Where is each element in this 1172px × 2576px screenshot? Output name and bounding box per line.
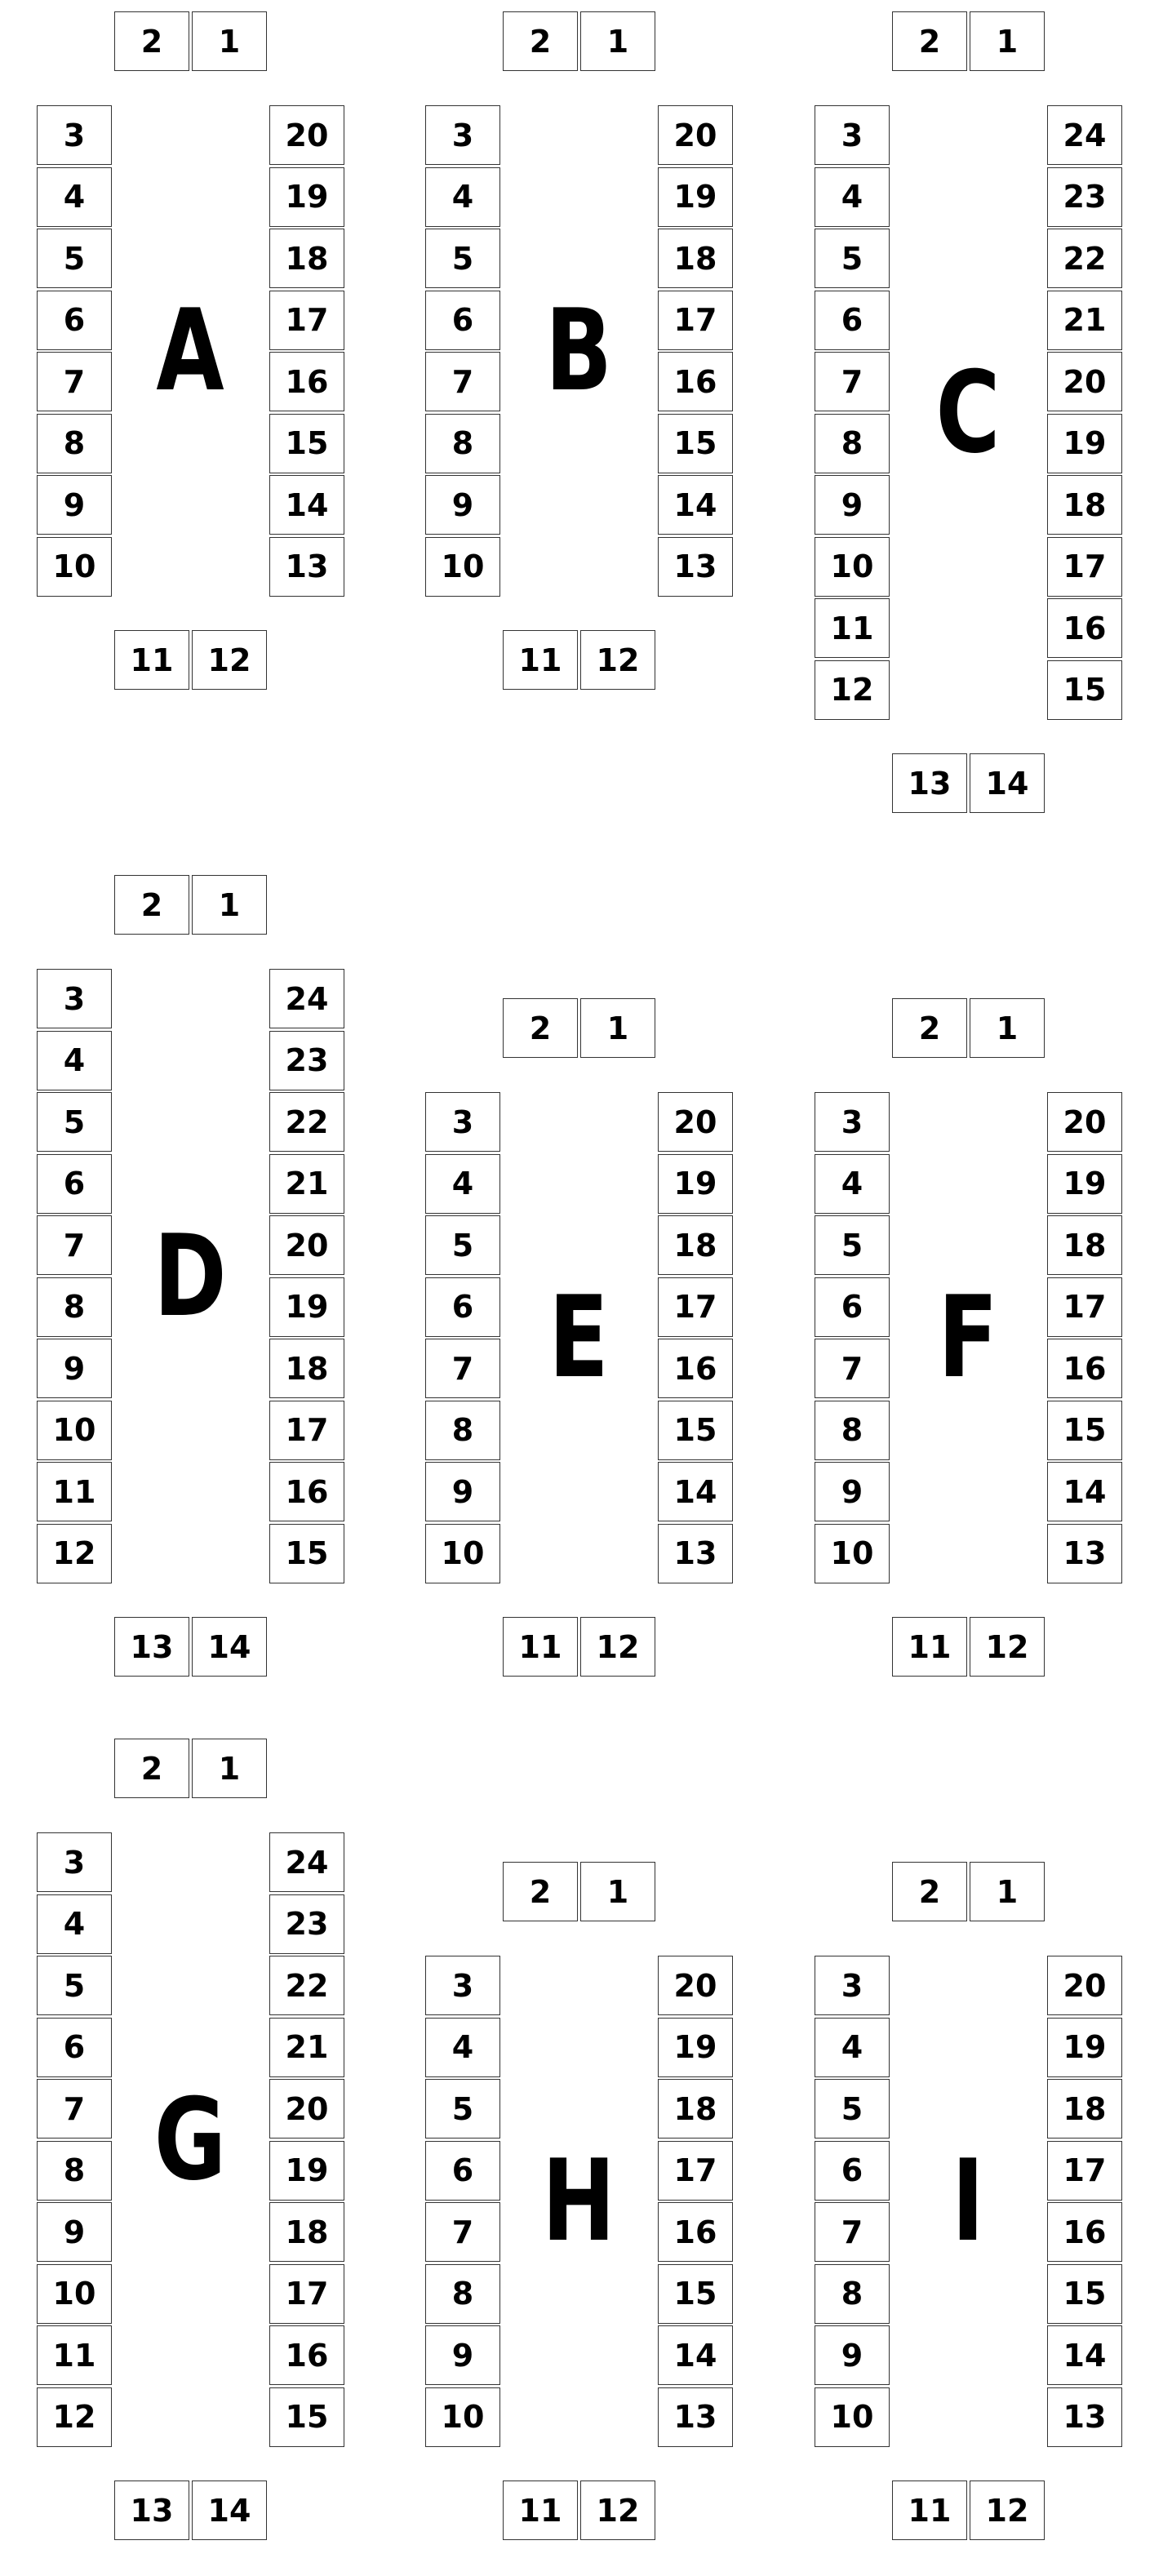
group-h-right-seat: 19	[658, 2018, 733, 2077]
group-g-right-seat: 18	[269, 2202, 344, 2262]
group-g-label: G	[153, 2073, 227, 2205]
group-e-top-seat: 1	[580, 998, 655, 1058]
group-f-left-seat: 8	[815, 1401, 890, 1460]
group-h-right-seat: 20	[658, 1956, 733, 2015]
group-i-left-seat: 4	[815, 2018, 890, 2077]
group-f-left-seat: 3	[815, 1092, 890, 1152]
group-c-left-seat: 6	[815, 291, 890, 350]
group-g-left-seat: 11	[37, 2325, 112, 2385]
group-b-right-seat: 18	[658, 229, 733, 288]
group-e-label: E	[548, 1272, 609, 1403]
group-f-left-seat: 5	[815, 1215, 890, 1275]
group-b-left-seat: 4	[425, 167, 500, 227]
group-f-bottom-seat: 11	[892, 1617, 967, 1677]
group-g-left-seat: 5	[37, 1956, 112, 2015]
group-i-bottom-seat: 12	[970, 2481, 1045, 2540]
group-g-left-seat: 4	[37, 1894, 112, 1954]
group-c-right-seat: 16	[1047, 598, 1122, 658]
group-f-right-seat: 18	[1047, 1215, 1122, 1275]
group-e-left-seat: 4	[425, 1154, 500, 1214]
group-f-label: F	[938, 1272, 998, 1403]
group-i-right-seat: 18	[1047, 2079, 1122, 2139]
group-g-left-seat: 6	[37, 2018, 112, 2077]
group-d-left-seat: 6	[37, 1154, 112, 1214]
group-e-bottom-seat: 11	[503, 1617, 578, 1677]
group-e-left-seat: 3	[425, 1092, 500, 1152]
group-d-right-seat: 22	[269, 1092, 344, 1152]
group-a-right-seat: 18	[269, 229, 344, 288]
group-f-bottom-seat: 12	[970, 1617, 1045, 1677]
group-i-left-seat: 3	[815, 1956, 890, 2015]
group-d-right-seat: 18	[269, 1339, 344, 1398]
group-i-left-seat: 10	[815, 2387, 890, 2447]
group-i-bottom-seat: 11	[892, 2481, 967, 2540]
group-c-left-seat: 5	[815, 229, 890, 288]
group-h-left-seat: 8	[425, 2264, 500, 2324]
group-d-top-seat: 2	[114, 875, 189, 935]
group-h-right-seat: 15	[658, 2264, 733, 2324]
group-g-top-seat: 2	[114, 1739, 189, 1798]
group-e-right-seat: 13	[658, 1524, 733, 1583]
group-b-left-seat: 3	[425, 105, 500, 165]
group-h-right-seat: 14	[658, 2325, 733, 2385]
group-h-left-seat: 4	[425, 2018, 500, 2077]
group-g-right-seat: 20	[269, 2079, 344, 2139]
group-c-left-seat: 12	[815, 660, 890, 720]
group-d-right-seat: 21	[269, 1154, 344, 1214]
group-d-left-seat: 7	[37, 1215, 112, 1275]
group-a-bottom-seat: 11	[114, 630, 189, 690]
group-f-top-seat: 1	[970, 998, 1045, 1058]
group-f-right-seat: 14	[1047, 1462, 1122, 1521]
group-f-left-seat: 6	[815, 1277, 890, 1337]
group-i-left-seat: 9	[815, 2325, 890, 2385]
group-a-right-seat: 19	[269, 167, 344, 227]
group-g-right-seat: 15	[269, 2387, 344, 2447]
group-h-top-seat: 2	[503, 1862, 578, 1921]
group-g-right-seat: 19	[269, 2141, 344, 2201]
group-d-left-seat: 9	[37, 1339, 112, 1398]
group-f-right-seat: 19	[1047, 1154, 1122, 1214]
group-c-bottom-seat: 14	[970, 753, 1045, 813]
group-h-right-seat: 18	[658, 2079, 733, 2139]
group-d-left-seat: 5	[37, 1092, 112, 1152]
group-d-right-seat: 17	[269, 1401, 344, 1460]
group-g-left-seat: 10	[37, 2264, 112, 2324]
group-c-top-seat: 1	[970, 11, 1045, 71]
group-b-right-seat: 19	[658, 167, 733, 227]
group-g-left-seat: 7	[37, 2079, 112, 2139]
group-e-right-seat: 14	[658, 1462, 733, 1521]
group-d-left-seat: 4	[37, 1031, 112, 1090]
group-e-left-seat: 9	[425, 1462, 500, 1521]
group-c-right-seat: 21	[1047, 291, 1122, 350]
group-a-right-seat: 14	[269, 475, 344, 535]
group-h-left-seat: 5	[425, 2079, 500, 2139]
group-b-bottom-seat: 11	[503, 630, 578, 690]
group-a-left-seat: 5	[37, 229, 112, 288]
group-g-left-seat: 9	[37, 2202, 112, 2262]
group-g-bottom-seat: 14	[192, 2481, 267, 2540]
group-c-label: C	[935, 346, 1001, 478]
group-a-right-seat: 16	[269, 352, 344, 411]
group-c-top-seat: 2	[892, 11, 967, 71]
group-e-right-seat: 17	[658, 1277, 733, 1337]
group-f-top-seat: 2	[892, 998, 967, 1058]
group-a-right-seat: 20	[269, 105, 344, 165]
group-h-left-seat: 6	[425, 2141, 500, 2201]
group-g-right-seat: 23	[269, 1894, 344, 1954]
group-b-right-seat: 13	[658, 537, 733, 597]
group-a-left-seat: 4	[37, 167, 112, 227]
group-f-right-seat: 17	[1047, 1277, 1122, 1337]
group-b-right-seat: 16	[658, 352, 733, 411]
group-a-bottom-seat: 12	[192, 630, 267, 690]
group-b-bottom-seat: 12	[580, 630, 655, 690]
group-d-left-seat: 3	[37, 969, 112, 1028]
group-e-right-seat: 19	[658, 1154, 733, 1214]
group-h-right-seat: 17	[658, 2141, 733, 2201]
group-i-left-seat: 6	[815, 2141, 890, 2201]
group-c-right-seat: 19	[1047, 414, 1122, 473]
group-a-left-seat: 7	[37, 352, 112, 411]
group-i-right-seat: 20	[1047, 1956, 1122, 2015]
group-d-right-seat: 23	[269, 1031, 344, 1090]
group-b-left-seat: 10	[425, 537, 500, 597]
group-i-right-seat: 13	[1047, 2387, 1122, 2447]
group-i-right-seat: 14	[1047, 2325, 1122, 2385]
group-c-right-seat: 22	[1047, 229, 1122, 288]
group-e-right-seat: 15	[658, 1401, 733, 1460]
group-c-left-seat: 4	[815, 167, 890, 227]
group-c-left-seat: 8	[815, 414, 890, 473]
group-a-right-seat: 17	[269, 291, 344, 350]
group-d-left-seat: 10	[37, 1401, 112, 1460]
group-c-right-seat: 24	[1047, 105, 1122, 165]
group-f-right-seat: 15	[1047, 1401, 1122, 1460]
group-h-top-seat: 1	[580, 1862, 655, 1921]
group-c-left-seat: 3	[815, 105, 890, 165]
group-d-bottom-seat: 14	[192, 1617, 267, 1677]
group-d-right-seat: 20	[269, 1215, 344, 1275]
group-g-right-seat: 24	[269, 1832, 344, 1892]
group-e-left-seat: 10	[425, 1524, 500, 1583]
group-g-right-seat: 17	[269, 2264, 344, 2324]
group-e-bottom-seat: 12	[580, 1617, 655, 1677]
group-i-top-seat: 1	[970, 1862, 1045, 1921]
group-d-right-seat: 16	[269, 1462, 344, 1521]
group-a-left-seat: 9	[37, 475, 112, 535]
group-e-left-seat: 5	[425, 1215, 500, 1275]
group-a-top-seat: 1	[192, 11, 267, 71]
group-d-right-seat: 19	[269, 1277, 344, 1337]
group-f-right-seat: 16	[1047, 1339, 1122, 1398]
group-i-left-seat: 8	[815, 2264, 890, 2324]
group-c-left-seat: 10	[815, 537, 890, 597]
group-h-bottom-seat: 12	[580, 2481, 655, 2540]
group-f-right-seat: 13	[1047, 1524, 1122, 1583]
group-b-left-seat: 6	[425, 291, 500, 350]
group-h-label: H	[541, 2135, 616, 2267]
group-f-left-seat: 9	[815, 1462, 890, 1521]
group-b-left-seat: 5	[425, 229, 500, 288]
group-i-label: I	[951, 2135, 985, 2267]
group-e-right-seat: 16	[658, 1339, 733, 1398]
group-i-right-seat: 15	[1047, 2264, 1122, 2324]
group-d-right-seat: 15	[269, 1524, 344, 1583]
group-c-left-seat: 11	[815, 598, 890, 658]
group-b-right-seat: 20	[658, 105, 733, 165]
group-f-left-seat: 4	[815, 1154, 890, 1214]
group-c-right-seat: 18	[1047, 475, 1122, 535]
group-e-left-seat: 8	[425, 1401, 500, 1460]
group-d-bottom-seat: 13	[114, 1617, 189, 1677]
group-b-right-seat: 14	[658, 475, 733, 535]
group-a-right-seat: 13	[269, 537, 344, 597]
group-b-top-seat: 1	[580, 11, 655, 71]
group-a-top-seat: 2	[114, 11, 189, 71]
group-h-right-seat: 16	[658, 2202, 733, 2262]
group-a-left-seat: 3	[37, 105, 112, 165]
group-a-left-seat: 8	[37, 414, 112, 473]
group-a-label: A	[156, 285, 224, 416]
group-g-right-seat: 16	[269, 2325, 344, 2385]
group-d-left-seat: 8	[37, 1277, 112, 1337]
group-c-right-seat: 15	[1047, 660, 1122, 720]
group-a-right-seat: 15	[269, 414, 344, 473]
group-b-right-seat: 17	[658, 291, 733, 350]
group-g-left-seat: 12	[37, 2387, 112, 2447]
group-c-bottom-seat: 13	[892, 753, 967, 813]
group-g-left-seat: 8	[37, 2141, 112, 2201]
group-b-label: B	[544, 285, 613, 416]
group-i-right-seat: 16	[1047, 2202, 1122, 2262]
group-b-left-seat: 7	[425, 352, 500, 411]
group-b-left-seat: 8	[425, 414, 500, 473]
group-c-right-seat: 17	[1047, 537, 1122, 597]
group-g-bottom-seat: 13	[114, 2481, 189, 2540]
group-f-left-seat: 7	[815, 1339, 890, 1398]
group-i-left-seat: 5	[815, 2079, 890, 2139]
group-e-left-seat: 7	[425, 1339, 500, 1398]
group-h-left-seat: 3	[425, 1956, 500, 2015]
group-h-bottom-seat: 11	[503, 2481, 578, 2540]
group-g-right-seat: 22	[269, 1956, 344, 2015]
group-d-top-seat: 1	[192, 875, 267, 935]
group-c-right-seat: 20	[1047, 352, 1122, 411]
group-d-left-seat: 11	[37, 1462, 112, 1521]
group-h-left-seat: 7	[425, 2202, 500, 2262]
group-i-right-seat: 19	[1047, 2018, 1122, 2077]
group-g-left-seat: 3	[37, 1832, 112, 1892]
group-i-left-seat: 7	[815, 2202, 890, 2262]
group-i-top-seat: 2	[892, 1862, 967, 1921]
group-b-right-seat: 15	[658, 414, 733, 473]
group-e-left-seat: 6	[425, 1277, 500, 1337]
group-g-top-seat: 1	[192, 1739, 267, 1798]
group-d-label: D	[153, 1210, 227, 1342]
group-h-right-seat: 13	[658, 2387, 733, 2447]
group-g-right-seat: 21	[269, 2018, 344, 2077]
group-e-right-seat: 20	[658, 1092, 733, 1152]
group-b-top-seat: 2	[503, 11, 578, 71]
group-a-left-seat: 10	[37, 537, 112, 597]
group-a-left-seat: 6	[37, 291, 112, 350]
group-c-right-seat: 23	[1047, 167, 1122, 227]
group-f-right-seat: 20	[1047, 1092, 1122, 1152]
group-b-left-seat: 9	[425, 475, 500, 535]
group-h-left-seat: 10	[425, 2387, 500, 2447]
group-e-right-seat: 18	[658, 1215, 733, 1275]
group-c-left-seat: 7	[815, 352, 890, 411]
group-h-left-seat: 9	[425, 2325, 500, 2385]
group-c-left-seat: 9	[815, 475, 890, 535]
group-f-left-seat: 10	[815, 1524, 890, 1583]
group-i-right-seat: 17	[1047, 2141, 1122, 2201]
group-d-right-seat: 24	[269, 969, 344, 1028]
group-d-left-seat: 12	[37, 1524, 112, 1583]
group-e-top-seat: 2	[503, 998, 578, 1058]
